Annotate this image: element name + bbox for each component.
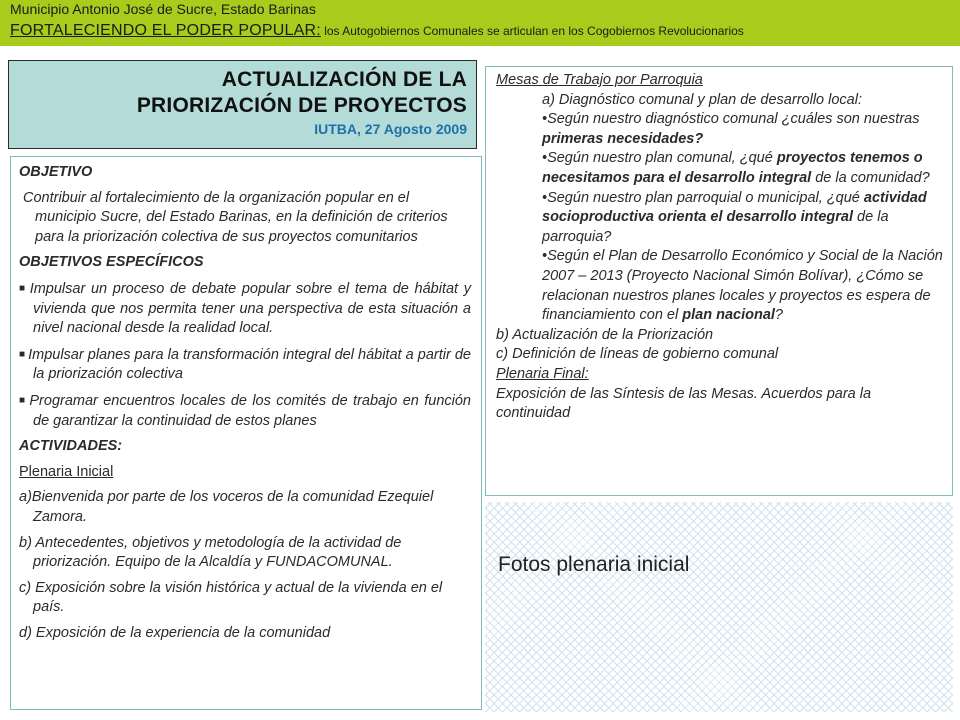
question-1: •Según nuestro diagnóstico comunal ¿cuáles son nuestras primeras necesidades? [542,111,920,147]
square-bullet-icon: ■ [19,394,27,406]
bullet-text: Impulsar un proceso de debate popular sobre el tema de hábitat y vivienda que nos permita tener una perspectiva de esta situación a nivel nacional desde la realidad local. [29,280,471,337]
priorizacion-line: b) Actualización de la Priorización [496,326,714,343]
slogan-rest: los Autogobiernos Comunales se articulan en los Cogobiernos Revolucionarios [320,24,744,38]
bullet-text: Programar encuentros locales de los comités de trabajo en función de garantizar la continuidad de estos planes [29,392,471,429]
header-bar [0,0,960,46]
plenaria-inicial-link: Plenaria Inicial [19,463,114,480]
slogan-title: FORTALECIENDO EL PODER POPULAR: [10,22,321,39]
bullet-item [19,391,471,431]
bullet-item [19,279,471,339]
activity-item: a)Bienvenida por parte de los voceros de la comunidad Ezequiel Zamora. [19,489,434,525]
question-4: •Según el Plan de Desarrollo Económico y Social de la Nación 2007 – 2013 (Proyecto Nacional Simón Bolívar), ¿Cómo se relacionan nuestros planes locales y proyectos es espera de financiamiento con el plan nacional? [542,248,943,324]
objectives-panel [10,156,482,710]
actividades-heading: ACTIVIDADES: [19,438,123,455]
municipio-text: Municipio Antonio José de Sucre, Estado Barinas [10,1,316,17]
activity-item: b) Antecedentes, objetivos y metodología de la actividad de priorización. Equipo de la Alcaldía y FUNDACOMUNAL. [19,534,402,571]
question-2: •Según nuestro plan comunal, ¿qué proyectos tenemos o necesitamos para el desarrollo integral de la comunidad? [542,150,930,186]
square-bullet-icon: ■ [19,348,26,360]
especificos-heading: OBJETIVOS ESPECÍFICOS [19,254,204,271]
activity-item: c) Exposición sobre la visión histórica y actual de la vivienda en el país. [19,579,443,616]
photo-placeholder [485,502,953,712]
title-line2: PRIORIZACIÓN DE PROYECTOS [136,94,467,117]
plenaria-final-text: Exposición de las Síntesis de las Mesas. Acuerdos para la continuidad [496,385,872,422]
objetivo-text: Contribuir al fortalecimiento de la organización popular en el municipio Sucre, del Estado Barinas, en la definición de criterios para la priorización colectiva de sus proyectos comunitarios [23,189,448,245]
plenaria-final-heading: Plenaria Final: [496,365,589,382]
title-box [8,60,477,149]
mesas-panel [485,66,953,496]
title-line1: ACTUALIZACIÓN DE LA [221,68,467,91]
photo-label: Fotos plenaria inicial [498,553,690,576]
mesas-heading: Mesas de Trabajo por Parroquia [496,72,703,88]
activity-item: d) Exposición de la experiencia de la comunidad [19,624,331,641]
square-bullet-icon: ■ [19,282,27,294]
question-3: •Según nuestro plan parroquial o municipal, ¿qué actividad socioproductiva orienta el desarrollo integral de la parroquia? [542,189,927,245]
slogan-line [10,22,744,40]
title-date: IUTBA, 27 Agosto 2009 [314,121,467,137]
bullet-item [19,345,471,385]
diagnostico-line: a) Diagnóstico comunal y plan de desarrollo local: [542,91,862,108]
bullet-text: Impulsar planes para la transformación integral del hábitat a partir de la priorización colectiva [28,346,471,383]
objetivo-heading: OBJETIVO [19,164,93,180]
gobierno-line: c) Definición de líneas de gobierno comunal [496,346,779,363]
